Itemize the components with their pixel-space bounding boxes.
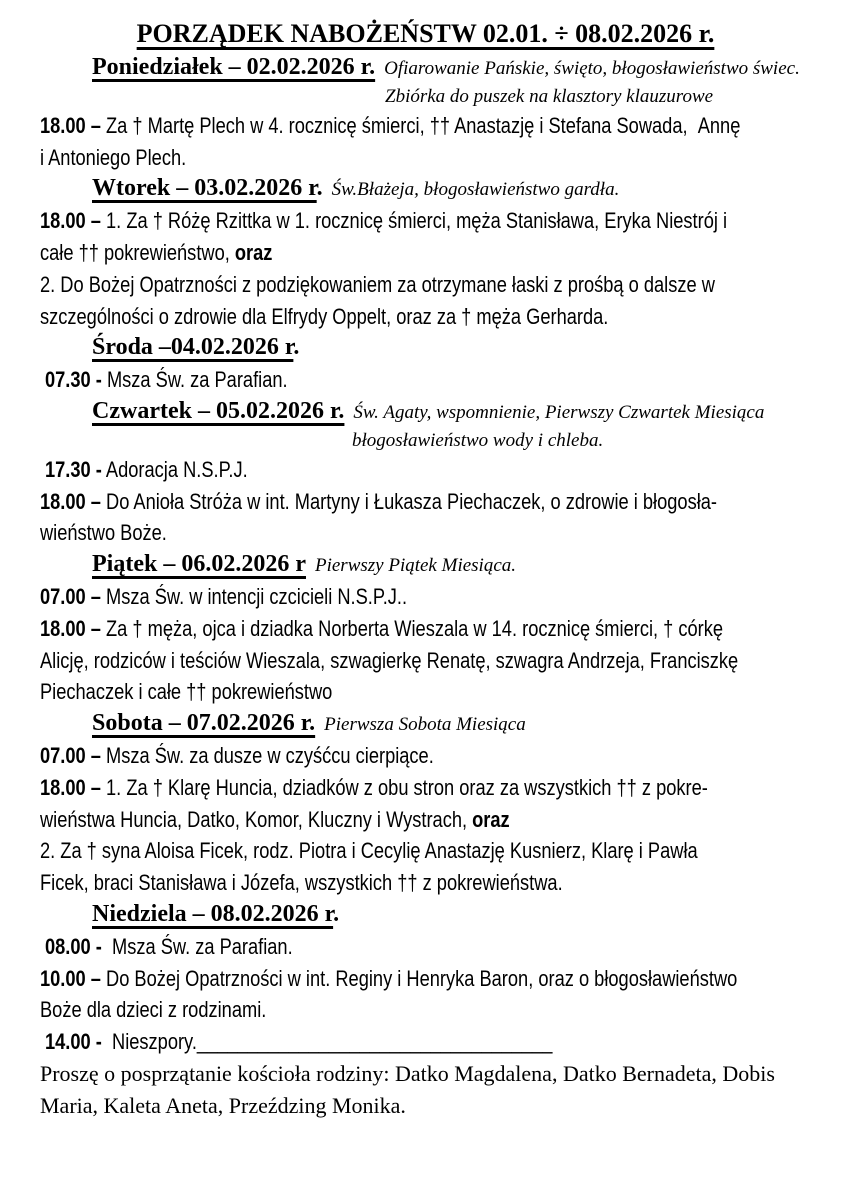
day-heading-line [92,52,811,84]
schedule-entry-continuation [40,645,739,677]
entry-text: Boże dla dzieci z rodzinami. [40,997,267,1023]
entry-time: 07.00 – [40,742,101,768]
entry-text: 1. Za † Różę Rzittka w 1. rocznicę śmierci, męża Stanisława, Eryka Niestrój i [106,208,728,234]
day-heading: Czwartek – 05.02.2026 r. [92,397,345,424]
entry-bold-word: oraz [234,239,273,265]
page-title [40,16,811,52]
schedule-entry-continuation [40,867,680,899]
entry-time: 18.00 – [40,112,101,138]
day-section-sroda [40,332,811,396]
entry-time: 17.30 - [45,456,102,482]
day-heading: Wtorek – 03.02.2026 r [92,175,317,202]
entry-text: Msza Św. za Parafian. [106,933,293,959]
entry-text: szczególności o zdrowie dla Elfrydy Oppelt, oraz za † męża Gerharda. [40,303,609,329]
day-heading-line [92,396,811,428]
day-section-wtorek [40,173,811,332]
schedule-entry-line [45,454,681,486]
entry-text: Ficek, braci Stanisława i Józefa, wszystkich †† z pokrewieństwa. [40,870,563,896]
day-heading-line [92,708,811,740]
schedule-entry-continuation [40,142,680,174]
schedule-entry-line [45,1026,681,1058]
schedule-entry-line [40,486,717,518]
schedule-entry-line [40,963,738,995]
schedule-entry-continuation [40,835,698,867]
day-heading-line [92,899,811,931]
schedule-entry-line [45,364,681,396]
day-heading-punct: . [333,900,340,927]
entry-text: Do Bożej Opatrzności w int. Reginy i Henryka Baron, oraz o błogosławieństwo [106,965,738,991]
day-section-niedziela [40,899,811,1058]
entry-text: i Antoniego Plech. [40,144,187,170]
schedule-entry-line [40,110,741,142]
day-heading-line [92,173,811,205]
entry-text: Za † Martę Plech w 4. rocznicę śmierci, †† Anastazję i Stefana Sowada, Annę [106,112,741,138]
entry-text: Msza Św. za dusze w czyśćcu cierpiące. [106,742,434,768]
schedule-entry-continuation [40,269,715,301]
day-section-piatek [40,549,811,708]
day-note: Pierwsza Sobota Miesiąca [324,714,526,736]
schedule-entry-line [40,613,724,645]
entry-text: wieństwa Huncia, Datko, Komor, Kluczny i Wystrach, [40,806,473,832]
day-heading: Niedziela – 08.02.2026 r [92,900,334,927]
entry-time: 18.00 – [40,774,101,800]
entry-time: 07.30 - [45,367,102,393]
cleaning-request-line-2: Maria, Kaleta Aneta, Przeździng Monika. [40,1092,406,1118]
schedule-entry-line [40,740,680,772]
entry-text: 2. Za † syna Aloisa Ficek, rodz. Piotra i Cecylię Anastazję Kusnierz, Klarę i Pawła [40,838,698,864]
day-heading-punct: . [293,334,300,361]
entry-time: 14.00 - [45,1029,102,1055]
schedule-entry-line [45,931,681,963]
entry-text: całe †† pokrewieństwo, [40,239,235,265]
day-note: Ofiarowanie Pańskie, święto, błogosławieństwo świec. [384,58,800,79]
schedule-entry-line [40,205,728,237]
schedule-entry-continuation [40,804,680,836]
schedule-entry-continuation [40,517,680,549]
day-heading-line [92,332,811,364]
day-note: Św.Błażeja, błogosławieństwo gardła. [331,179,620,201]
entry-text: 1. Za † Klarę Huncia, dziadków z obu stron oraz za wszystkich †† z pokre- [106,774,708,800]
entry-text: wieństwo Boże. [40,520,167,546]
day-heading: Poniedziałek – 02.02.2026 r. [92,54,376,80]
day-heading: Sobota – 07.02.2026 r. [92,710,316,737]
schedule-entry-line [40,772,708,804]
day-note: Św. Agaty, wspomnienie, Pierwszy Czwartek Miesiąca [353,401,765,423]
entry-text: Piechaczek i całe †† pokrewieństwo [40,679,333,705]
entry-text: Za † męża, ojca i dziadka Norberta Wieszala w 14. rocznicę śmierci, † córkę [106,615,724,641]
schedule-entry-continuation [40,676,680,708]
day-heading: Środa –04.02.2026 r [92,334,294,361]
entry-text: Msza Św. za Parafian. [106,367,288,393]
page-title-text: PORZĄDEK NABOŻEŃSTW 02.01. ÷ 08.02.2026 r. [136,19,715,48]
entry-time: 07.00 – [40,583,101,609]
entry-text: Do Anioła Stróża w int. Martyny i Łukasza Piechaczek, o zdrowie i błogosła- [106,488,717,514]
day-heading-line [92,549,811,581]
day-section-czwartek [40,396,811,549]
schedule-entry-continuation [40,994,680,1026]
day-subnote: Zbiórka do puszek na klasztory klauzurowe [385,85,714,107]
entry-time: 18.00 – [40,488,101,514]
cleaning-request-line-1: Proszę o posprzątanie kościoła rodziny: Datko Magdalena, Datko Bernadeta, Dobis [40,1060,775,1086]
entry-time: 18.00 – [40,208,101,234]
day-heading-punct: . [316,175,323,202]
entry-time: 08.00 - [45,933,102,959]
schedule-entry-continuation [40,237,680,269]
entry-bold-word: oraz [472,806,510,832]
day-section-poniedzialek [40,52,811,173]
fill-in-rule: ___________________________________ [196,1029,553,1055]
entry-text: Adoracja N.S.P.J. [105,456,248,482]
day-note: Pierwszy Piątek Miesiąca. [314,555,517,577]
entry-time: 10.00 – [40,965,101,991]
entry-text: Msza Św. w intencji czcicieli N.S.P.J.. [106,583,408,609]
entry-text: Nieszpory. [106,1029,197,1055]
entry-text: Alicję, rodziców i teściów Wieszala, szwagierkę Renatę, szwagra Andrzeja, Franciszkę [40,647,739,673]
schedule-entry-line [40,581,680,613]
entry-time: 18.00 – [40,615,101,641]
day-section-sobota [40,708,811,899]
day-subnote: błogosławieństwo wody i chleba. [352,429,604,451]
entry-text: 2. Do Bożej Opatrzności z podziękowaniem za otrzymane łaski z prośbą o dalsze w [40,271,715,297]
day-heading: Piątek – 06.02.2026 r [92,551,306,578]
schedule-entry-continuation [40,301,680,333]
